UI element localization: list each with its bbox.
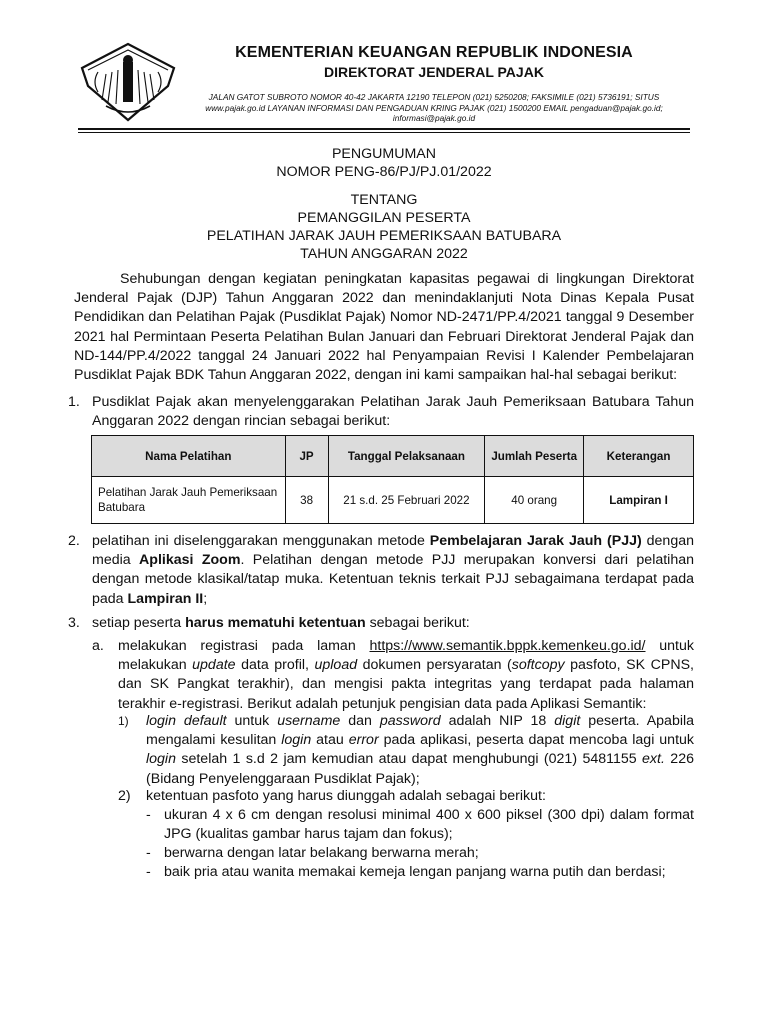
item-3a1-italic: ext.	[642, 751, 665, 768]
item-2-text	[92, 532, 694, 609]
address-line-2: www.pajak.go.id LAYANAN INFORMASI DAN PENGADUAN KRING PAJAK (021) 1500200 EMAIL pengaduan@pajak.go.id;	[205, 102, 663, 113]
item-2-part: . Pelatihan dengan metode PJJ merupakan konversi dari pelatihan dengan metode klasikal/tatap muka. Ketentuan teknis terkait PJJ sebagaimana terdapat pada pada	[92, 552, 694, 607]
item-3a-part: data profil,	[235, 657, 315, 674]
subject-line-2: PELATIHAN JARAK JAUH PEMERIKSAAN BATUBARA	[206, 228, 562, 244]
header-nama-pelatihan: Nama Pelatihan	[92, 436, 286, 477]
table-row	[92, 477, 694, 524]
bullet-dash: -	[146, 845, 151, 861]
cell-nama-pelatihan: Pelatihan Jarak Jauh Pemeriksaan Batubara	[92, 477, 286, 524]
item-3a-letter: a.	[92, 638, 104, 654]
semantik-link[interactable]: https://www.semantik.bppk.kemenkeu.go.id/	[369, 638, 646, 654]
zoom-app: Aplikasi Zoom	[139, 552, 241, 569]
item-3a1-italic: login	[281, 732, 312, 749]
cell-jumlah-peserta: 40 orang	[485, 477, 584, 524]
letterhead-address	[180, 92, 688, 124]
item-2-part: pelatihan ini diselenggarakan menggunakan metode	[92, 533, 430, 549]
cell-keterangan: Lampiran I	[584, 477, 694, 524]
item-2-number: 2.	[68, 533, 80, 549]
item-3a1-part: peserta. Apabila mengalami kesulitan	[146, 713, 695, 749]
item-3a-part: melakukan registrasi pada laman	[118, 638, 370, 654]
letterhead-rule-thin	[78, 132, 690, 133]
announcement-subject	[74, 191, 694, 263]
item-3a1-italic: digit	[554, 713, 581, 729]
training-table	[91, 435, 694, 524]
item-3a1-italic: login	[146, 751, 176, 768]
item-3-text	[92, 614, 694, 633]
item-3a1-italic: username	[277, 713, 341, 729]
bullet-dash: -	[146, 807, 151, 823]
intro-paragraph: Sehubungan dengan kegiatan peningkatan kapasitas pegawai di lingkungan Direktorat Jenderal Pajak (DJP) Tahun Anggaran 2022 dan menindaklanjuti Nota Dinas Kepala Pusat Pendidikan dan Pelatihan Pajak (Pusdiklat Pajak) Nomor ND-2471/PP.4/2021 tanggal 9 Desember 2021 hal Permintaan Peserta Pelatihan Bulan Januari dan Februari Direktorat Jenderal Pajak dan ND-144/PP.4/2022 tanggal 24 Januari 2022 hal Penyampaian Revisi I Kalender Pembelajaran Pusdiklat Pajak BDK Tahun Anggaran 2022, dengan ini kami sampaikan hal-hal sebagai berikut:	[74, 271, 694, 384]
item-3a1-part: 226 (Bidang Penyelenggaraan Pusdiklat Pajak);	[146, 751, 694, 787]
item-3a2-text: ketentuan pasfoto yang harus diunggah adalah sebagai berikut:	[146, 788, 546, 804]
subject-about: TENTANG	[350, 192, 418, 208]
item-3a1-number: 1)	[118, 714, 129, 728]
cell-tanggal: 21 s.d. 25 Februari 2022	[328, 477, 485, 524]
subject-line-1: PEMANGGILAN PESERTA	[297, 210, 471, 226]
table-header-row	[92, 436, 694, 477]
item-3a1-part: atau	[311, 732, 349, 749]
item-3a1-italic: error	[348, 732, 379, 749]
item-3-number: 3.	[68, 615, 80, 631]
ministry-logo-icon	[76, 40, 180, 124]
bullet-dash: -	[146, 864, 151, 880]
announcement-label: PENGUMUMAN	[331, 146, 437, 162]
header-jumlah-peserta: Jumlah Peserta	[485, 436, 584, 477]
subject-line-3: TAHUN ANGGARAN 2022	[300, 246, 468, 262]
announcement-number: NOMOR PENG-86/PJ/PJ.01/2022	[276, 164, 492, 180]
header-keterangan: Keterangan	[584, 436, 694, 477]
list-item: berwarna dengan latar belakang berwarna merah;	[164, 845, 479, 861]
directorate-name: DIREKTORAT JENDERAL PAJAK	[324, 64, 544, 80]
item-3a1-part: setelah 1 s.d 2 jam kemudian atau dapat menghubungi (021) 5481155	[175, 751, 643, 768]
header-jp: JP	[285, 436, 328, 477]
header-tanggal: Tanggal Pelaksanaan	[328, 436, 485, 477]
item-2-part: ;	[203, 590, 208, 607]
pjj-method: Pembelajaran Jarak Jauh (PJJ)	[429, 533, 642, 549]
item-3a-part: pasfoto, SK CPNS, dan SK Pangkat terakhir), dan mengisi pakta integritas yang terdapat pada halaman terakhir e-registrasi. Berikut adalah petunjuk pengisian data pada Aplikasi Semantik:	[118, 657, 694, 712]
list-item: ukuran 4 x 6 cm dengan resolusi minimal 400 x 600 piksel (300 dpi) dalam format JPG (kualitas gambar harus tajam dan fokus);	[164, 807, 694, 843]
item-3a1-text	[146, 712, 694, 789]
must-comply: harus mematuhi ketentuan	[185, 615, 366, 631]
item-3a1-part: dan	[340, 713, 380, 729]
address-line-3: informasi@pajak.go.id	[392, 113, 476, 123]
item-3a1-part: adalah NIP 18	[440, 713, 555, 729]
item-1-number: 1.	[68, 394, 80, 410]
address-line-1: JALAN GATOT SUBROTO NOMOR 40-42 JAKARTA 12190 TELEPON (021) 5250208; FAKSIMILE (021) 5736191; SITUS	[208, 92, 660, 102]
item-3a-part: dokumen persyaratan (	[357, 657, 512, 674]
lampiran-ii: Lampiran II	[127, 590, 204, 607]
item-3a-part: untuk melakukan	[118, 638, 694, 674]
item-3a1-italic: login default	[146, 713, 227, 729]
item-3a1-part: untuk	[226, 713, 278, 729]
ministry-name: KEMENTERIAN KEUANGAN REPUBLIK INDONESIA	[235, 44, 633, 61]
list-item: baik pria atau wanita memakai kemeja lengan panjang warna putih dan berdasi;	[164, 864, 666, 880]
item-3-part: sebagai berikut:	[365, 615, 470, 631]
item-1-text: Pusdiklat Pajak akan menyelenggarakan Pelatihan Jarak Jauh Pemeriksaan Batubara Tahun Anggaran 2022 dengan rincian sebagai berikut:	[92, 394, 694, 430]
item-3a-italic: update	[192, 657, 236, 674]
item-2-part: dengan media	[92, 533, 694, 569]
item-3a2-number: 2)	[118, 788, 131, 804]
item-3a1-part: pada aplikasi, peserta dapat mencoba lagi untuk	[378, 732, 694, 749]
item-3a-italic: upload	[314, 657, 358, 674]
item-3a1-italic: password	[379, 713, 441, 729]
item-3a-italic: softcopy	[511, 657, 565, 674]
item-3a-text	[118, 637, 694, 714]
letterhead-rule-thick	[78, 128, 690, 130]
cell-jp: 38	[285, 477, 328, 524]
announcement-heading	[74, 145, 694, 181]
item-3-part: setiap peserta	[92, 615, 186, 631]
